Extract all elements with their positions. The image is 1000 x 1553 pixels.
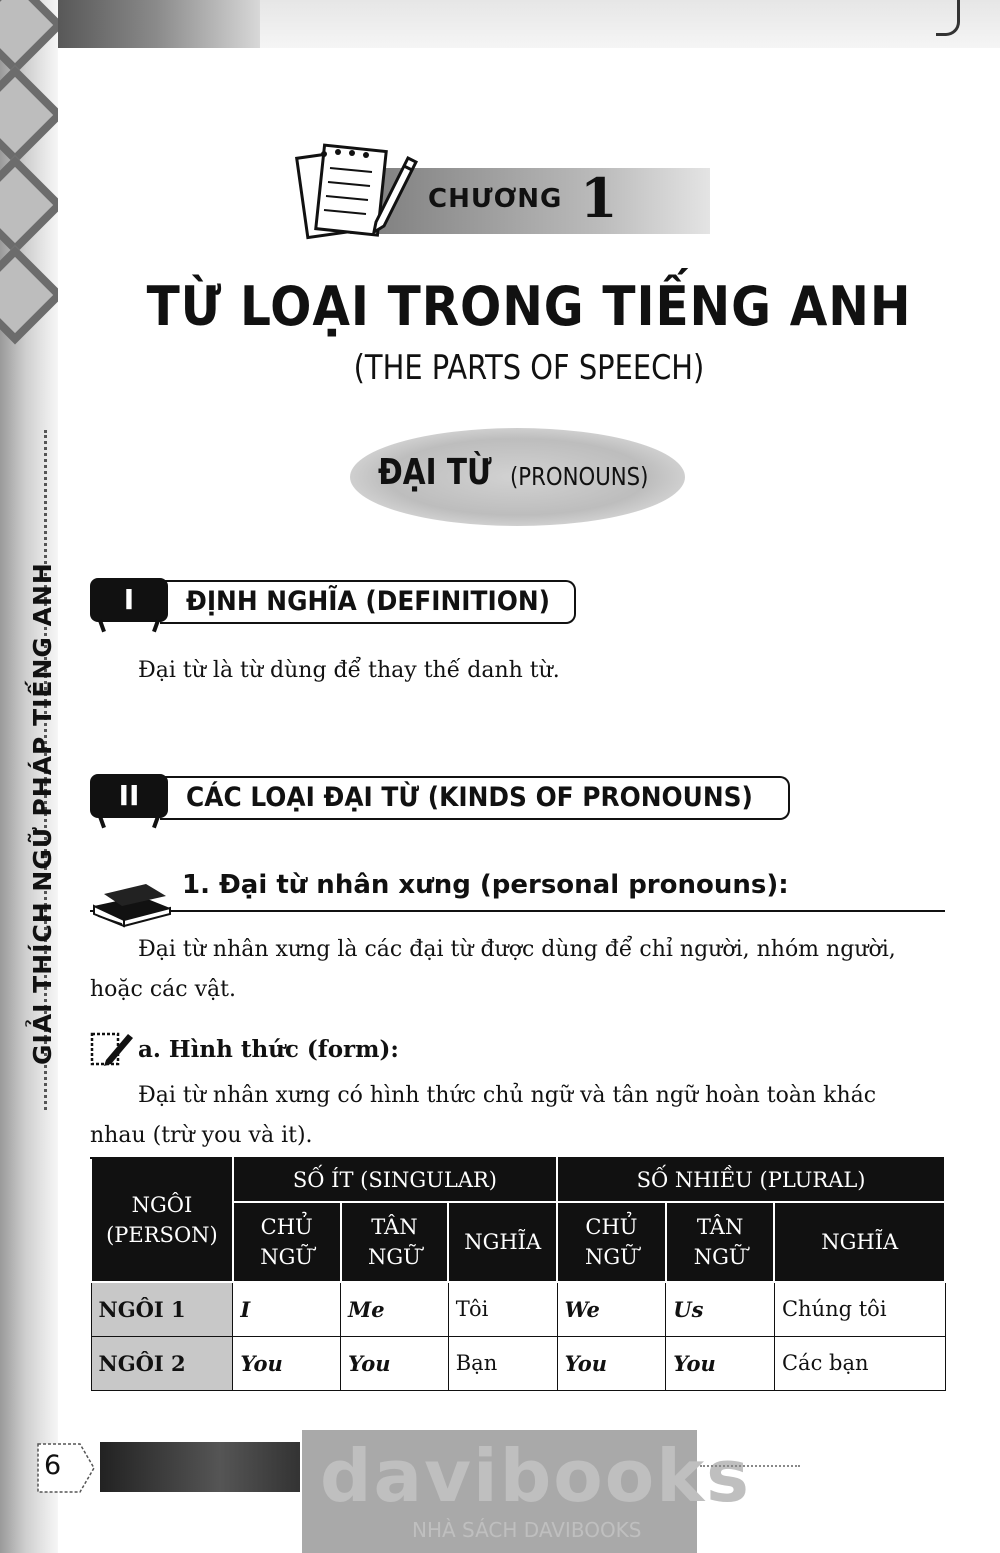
table-cell: Các bạn <box>774 1336 945 1390</box>
table-cell: You <box>233 1336 341 1390</box>
table-cell: NGÔI 2 <box>91 1336 233 1390</box>
meaning-header: NGHĨA <box>448 1202 557 1282</box>
chapter-label: CHƯƠNG <box>428 184 563 214</box>
pronoun-badge-title: ĐẠI TỪ <box>378 452 492 493</box>
header-text: TÂN <box>371 1215 418 1239</box>
section-number-badge: I <box>90 578 168 622</box>
subsection-title: 1. Đại từ nhân xưng (personal pronouns): <box>182 870 789 900</box>
personal-pronoun-table <box>90 1157 946 1391</box>
singular-header: SỐ ÍT (SINGULAR) <box>233 1158 557 1202</box>
definition-text: Đại từ là từ dùng để thay thế danh từ. <box>138 658 560 683</box>
meaning-header: NGHĨA <box>774 1202 945 1282</box>
form-description-line1: Đại từ nhân xưng có hình thức chủ ngữ và tân ngữ hoàn toàn khác <box>138 1083 877 1108</box>
section-title-box <box>160 580 576 624</box>
watermark-logo: davibooks <box>320 1434 751 1518</box>
table-cell: Bạn <box>448 1336 557 1390</box>
diamond-pattern <box>0 0 58 400</box>
subject-header <box>557 1202 666 1282</box>
section-heading-kinds <box>90 774 790 822</box>
header-text: TÂN <box>696 1215 744 1239</box>
object-header <box>341 1202 449 1282</box>
header-text: NGỮ <box>693 1245 747 1269</box>
edit-note-icon <box>90 1030 134 1068</box>
sidebar-book-title: GIẢI THÍCH NGỮ PHÁP TIẾNG ANH <box>28 562 57 1065</box>
table-cell: Chúng tôi <box>774 1282 945 1336</box>
section-title-box <box>160 776 790 820</box>
page-title: TỪ LOẠI TRONG TIẾNG ANH <box>146 275 912 338</box>
page-number-badge <box>36 1440 96 1496</box>
table-cell: We <box>557 1282 666 1336</box>
table-row <box>91 1282 945 1336</box>
pronoun-badge-subtitle: (PRONOUNS) <box>510 462 649 491</box>
section-heading-definition <box>90 578 580 626</box>
header-text: NGỮ <box>260 1245 314 1269</box>
header-text: CHỦ <box>260 1215 313 1239</box>
header-text: NGỮ <box>585 1245 638 1269</box>
watermark-subtitle: NHÀ SÁCH DAVIBOOKS <box>412 1518 642 1542</box>
footer-bar <box>100 1442 300 1492</box>
table-cell: You <box>341 1336 449 1390</box>
table-row <box>91 1336 945 1390</box>
watermark <box>302 1430 751 1553</box>
table-header-row <box>91 1158 945 1202</box>
page-subtitle: (THE PARTS OF SPEECH) <box>353 348 705 388</box>
chapter-badge <box>290 140 720 250</box>
diamond-shape <box>0 66 58 165</box>
table-cell: I <box>233 1282 341 1336</box>
table-cell: Tôi <box>448 1282 557 1336</box>
table-cell: You <box>666 1336 775 1390</box>
personal-definition-line2: hoặc các vật. <box>90 977 236 1002</box>
personal-definition-line1: Đại từ nhân xưng là các đại từ được dùng để chỉ người, nhóm người, <box>138 937 896 962</box>
notebook-pencil-icon <box>290 140 420 250</box>
person-header <box>91 1158 233 1282</box>
section-number-badge: II <box>90 774 168 818</box>
header-text: CHỦ <box>585 1215 638 1239</box>
diamond-shape <box>0 246 58 345</box>
subject-header <box>233 1202 341 1282</box>
books-icon <box>90 876 174 928</box>
section-title: ĐỊNH NGHĨA (DEFINITION) <box>186 586 550 617</box>
diamond-shape <box>0 156 58 255</box>
page-number: 6 <box>44 1450 62 1481</box>
chapter-number: 1 <box>580 166 618 230</box>
diamond-shape <box>0 0 58 74</box>
object-header <box>666 1202 775 1282</box>
form-description-line2: nhau (trừ you và it). <box>90 1123 313 1148</box>
form-heading: a. Hình thức (form): <box>138 1036 399 1063</box>
person-header-line1: NGÔI <box>131 1193 193 1217</box>
footer-dotted-line <box>700 1465 800 1467</box>
table-cell: NGÔI 1 <box>91 1282 233 1336</box>
top-hook-decor <box>936 0 960 36</box>
subsection-personal-heading <box>90 868 945 912</box>
table-cell: Me <box>341 1282 449 1336</box>
section-title: CÁC LOẠI ĐẠI TỪ (KINDS OF PRONOUNS) <box>186 782 753 813</box>
person-header-line2: (PERSON) <box>106 1223 218 1247</box>
table-cell: You <box>557 1336 666 1390</box>
header-text: NGỮ <box>367 1245 421 1269</box>
plural-header: SỐ NHIỀU (PLURAL) <box>557 1158 945 1202</box>
table-cell: Us <box>666 1282 775 1336</box>
